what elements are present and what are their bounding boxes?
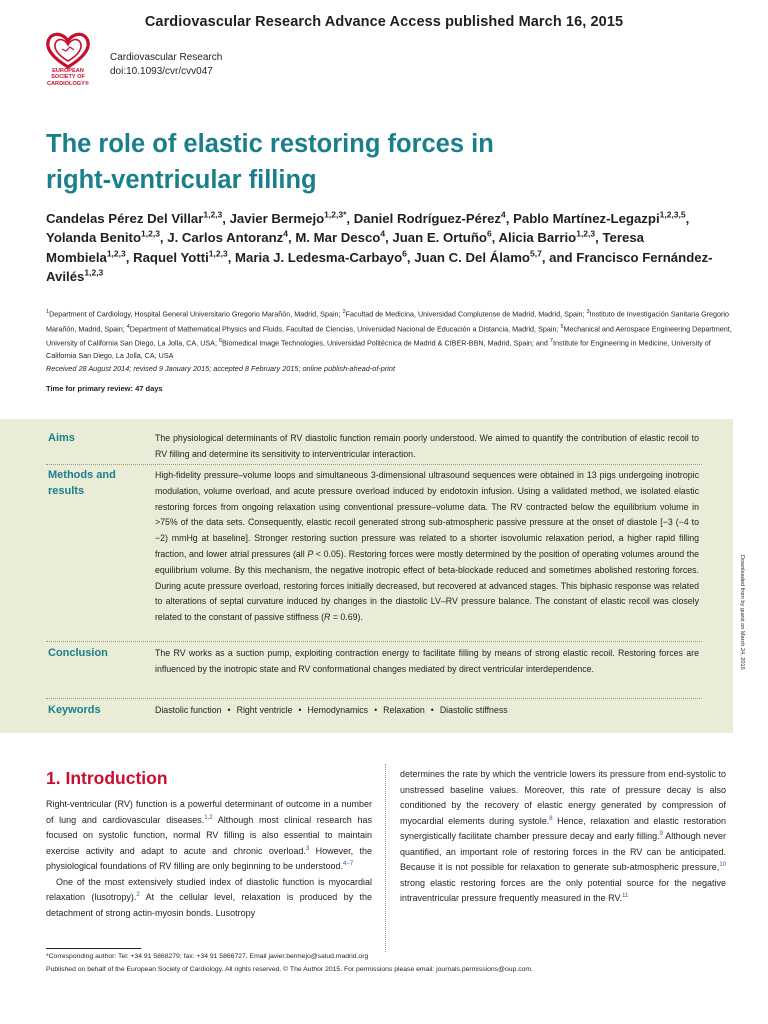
affiliation-marker: 1,2,3* — [324, 209, 347, 220]
title-line: right-ventricular filling — [46, 166, 317, 194]
author-name: Pablo Martínez-Legazpi — [513, 211, 660, 226]
publisher-note: Published on behalf of the European Society of Cardiology. All rights reserved. © The Author 2015. For permissions please email: journals.permissions@oup.com. — [46, 966, 533, 973]
article-title — [46, 126, 686, 198]
keyword-separator: • — [374, 705, 378, 715]
affiliation-marker: 4 — [283, 228, 289, 239]
keyword: Hemodynamics — [307, 705, 369, 715]
keyword: Relaxation — [383, 705, 425, 715]
download-note: Downloaded from by guest on March 24, 2015 — [739, 555, 745, 670]
affiliations — [46, 306, 734, 362]
keyword: Diastolic function — [155, 705, 222, 715]
affiliation-text: Department of Mathematical Physics and Fluids, Facultad de Ciencias, Universidad Nacional de Educación a Distancia, Madrid, Spain; — [129, 323, 561, 333]
intro-right-column — [400, 767, 726, 907]
keyword-separator: • — [430, 705, 434, 715]
logo-text-line: SOCIETY OF — [51, 74, 85, 81]
structured-abstract — [0, 419, 733, 733]
publication-dates: Received 28 August 2014; revised 9 January 2015; accepted 8 February 2015; online publish-ahead-of-print — [46, 364, 395, 373]
affiliation-marker: 1,2,3 — [208, 248, 228, 259]
affiliation-marker: 4 — [501, 209, 506, 220]
affiliation-number: 3 — [586, 309, 590, 315]
author-list: Candelas Pérez Del Villar$^{1,2,3}$, Javier Bermejo$^{1,2,3*}$, Daniel Rodríguez-Pérez$^4$, Pablo Martínez-Legazpi$^{1,2,3,5}$, Yolanda Benito$^{1,2,3}$, J. Carlos Antoranz$^4$, M. Mar Desco$^4$, Juan E. Ortuño$^6$, Alicia Barrio$^{1,2,3}$, Teresa Mombiela$^{1,2,3}$, Raquel Yotti$^{1,2,3}$, Maria J. Ledesma-Carbayo$^6$, Juan C. Del Álamo$^{5,7}$, and Francisco Fernández-Avilés$^{1,2,3}$ — [46, 209, 713, 284]
author-name: Javier Bermejo — [229, 211, 325, 226]
affiliation-text: Instituto de Investigación Sanitaria Gregorio Marañón, Madrid, Spain; — [46, 309, 730, 333]
author-name: Juan E. Ortuño — [392, 230, 487, 246]
affiliation-text: Biomedical Image Technologies, Universidad Politécnica de Madrid & CIBER-BBN, Madrid, Spain; and — [222, 338, 550, 348]
author-name: J. Carlos Antoranz — [167, 230, 284, 246]
affiliation-text: Mechanical and Aerospace Engineering Department, University of California San Diego, La Jolla, CA, USA; — [46, 323, 732, 348]
statistic-symbol: P — [307, 548, 314, 559]
conclusion-label: Conclusion — [48, 647, 108, 659]
affiliation-number: 7 — [549, 338, 553, 345]
keyword-separator: • — [227, 705, 231, 715]
affiliation-marker: 1,2,3 — [203, 209, 223, 220]
author-name: Francisco Fernández-Avilés — [46, 249, 713, 284]
affiliation-number: 5 — [560, 323, 564, 330]
aims-text: The physiological determinants of RV diastolic function remain poorly understood. We aimed to quantify the contribution of elastic recoil to RV filling and determine its sensitivity to interventricular interaction. — [155, 433, 699, 459]
citation-link[interactable]: 8 — [549, 815, 553, 822]
affiliation-text: Institute for Engineering in Medicine, University of California San Diego, La Jolla, CA, USA — [46, 338, 711, 360]
affiliation-number: 6 — [218, 338, 223, 345]
methods-text: High-fidelity pressure–volume loops and simultaneous 3-dimensional ultrasound sequences were obtained in 13 pigs undergoing inotropic modulation, volume overload, and acute pressure overload induced by endotoxin infusion. Using a validated method, we isolated elastic restoring forces from ongoing relaxation using conventional pressure–volume data. The RV contracted below the equilibrium volume in >75% of the data sets. Consequently, elastic recoil generated strong sub-atmospheric passive pressure at the onset of diastole [−3 (−4 to −2) mmHg at baseline]. Stronger restoring suction pressure was related to a shorter isovolumic relaxation period, a higher rapid filling fraction, and lower atrial pressures (all P < 0.05). Restoring forces were mostly determined by the position of operating volumes around the equilibrium volume. By this mechanism, the negative inotropic effect of beta-blockade reduced and sometimes abolished restoring forces. During acute pressure overload, restoring forces initially decreased, but recovered at advanced stages. This biphasic response was related to alterations of septal curvature induced by changes in the diastolic LV–RV pressure balance. The constant of elastic recoil was closely related to the constant of passive stiffness (R = 0.69). — [155, 470, 699, 623]
affiliation-text: Facultad de Medicina, Universidad Complutense de Madrid, Madrid, Spain; — [345, 309, 587, 319]
abstract-divider — [46, 464, 702, 465]
review-time: Time for primary review: 47 days — [46, 384, 163, 393]
statistic-symbol: R — [324, 612, 331, 623]
citation-link[interactable]: 1,2 — [204, 814, 213, 821]
author-name: Yolanda Benito — [46, 230, 142, 246]
citation-link[interactable]: 4−7 — [343, 861, 354, 867]
keyword-separator: • — [298, 705, 302, 715]
citation-link[interactable]: 2 — [136, 892, 140, 898]
keywords-label: Keywords — [48, 704, 101, 716]
author-name: Raquel Yotti — [133, 249, 209, 265]
abstract-divider — [46, 698, 702, 699]
section-heading-introduction: 1. Introduction — [46, 768, 168, 788]
conclusion-text: The RV works as a suction pump, exploiting contraction energy to facilitate filling by means of strong elastic recoil. Restoring forces are influenced by the inotropic state and RV conformational changes mediated by direct ventricular interdependence. — [155, 648, 699, 674]
column-divider — [385, 764, 386, 952]
author-name: Candelas Pérez Del Villar — [46, 211, 204, 226]
affiliation-marker: 1,2,3,5 — [659, 209, 686, 220]
footnote-rule — [46, 948, 141, 949]
author-name: M. Mar Desco — [295, 230, 381, 246]
aims-label: Aims — [48, 432, 75, 444]
paragraph: determines the rate by which the ventricle lowers its pressure from end-systolic to unstressed baseline values. Moreover, this rate of pressure decay is also conditioned by the recovery of elastic energy generated by compression of myocardial elements during systole.$^8$ Hence, relaxation and elastic restoration synergistically facilitate chamber pressure decay and early filling.$^9$ Although never quantified, an important role of restoring forces in the RV can be anticipated. Because it is not possible for relaxation to generate sub-atmospheric pressure,$^{10}$ strong elastic restoring forces are the only potential source for the negative intraventricular pressure frequently measured in the RV.$^{11}$ — [400, 769, 726, 903]
citation-link[interactable]: 9 — [659, 831, 663, 837]
paragraph: One of the most extensively studied index of diastolic function is myocardial relaxation (lusotropy).$^2$ At the cellular level, relaxation is produced by the detachment of strong actin-myosin bonds. Lusotropy — [46, 876, 372, 918]
intro-left-column — [46, 797, 372, 921]
doi-link[interactable]: doi:10.1093/cvr/cvv047 — [110, 66, 213, 77]
author-name: Maria J. Ledesma-Carbayo — [235, 249, 403, 265]
affiliation-number: 1 — [46, 309, 50, 315]
advance-access-banner: Cardiovascular Research Advance Access published March 16, 2015 — [144, 14, 624, 30]
heart-logo-icon — [40, 30, 96, 70]
affiliation-marker: 4 — [380, 228, 386, 239]
affiliation-number: 2 — [342, 309, 346, 315]
affiliation-marker: 1,2,3 — [84, 267, 104, 278]
affiliation-marker: 1,2,3 — [106, 248, 126, 259]
esc-logo-text — [40, 68, 96, 87]
author-name: Daniel Rodríguez-Pérez — [353, 211, 502, 226]
affiliation-marker: 1,2,3 — [576, 228, 596, 239]
logo-text-line: CARDIOLOGY® — [46, 80, 90, 87]
affiliation-marker: 6 — [402, 248, 407, 259]
citation-link[interactable]: 11 — [622, 893, 629, 899]
paragraph: Right-ventricular (RV) function is a powerful determinant of outcome in a number of lung and cardiovascular diseases.$^{1,2}$ Although most clinical research has focused on systolic function, normal RV filling is also essential to maintain exercise activity and adapt to acute and chronic overload.$^3$ However, the physiological foundations of RV filling are only beginning to be understood.$^{4-7}$ — [46, 799, 373, 871]
affiliation-marker: 1,2,3 — [141, 228, 160, 239]
journal-info — [110, 51, 222, 79]
affiliation-marker: 5,7 — [530, 248, 542, 259]
abstract-divider — [46, 641, 702, 642]
author-name: Juan C. Del Álamo — [414, 249, 530, 265]
affiliation-marker: 6 — [486, 228, 492, 239]
author-name: Teresa Mombiela — [46, 230, 644, 265]
keyword: Diastolic stiffness — [439, 705, 508, 715]
corresponding-author-note: *Corresponding author: Tel: +34 91 5868279; fax: +34 91 5866727, Email javier.bermejo@salud.madrid.org — [46, 953, 369, 960]
keywords-list — [155, 703, 699, 719]
affiliation-text: Department of Cardiology, Hospital General Universitario Gregorio Marañón, Madrid, Spain; — [49, 309, 343, 319]
logo-text-line: EUROPEAN — [52, 68, 84, 74]
citation-link[interactable]: 10 — [719, 862, 726, 868]
keyword: Right ventricle — [236, 705, 293, 715]
title-line: The role of elastic restoring forces in — [46, 130, 494, 158]
author-name: Alicia Barrio — [498, 230, 577, 246]
affiliation-number: 4 — [126, 323, 130, 330]
citation-link[interactable]: 3 — [305, 845, 310, 852]
journal-name: Cardiovascular Research — [110, 52, 223, 63]
methods-label: Methods and results — [48, 469, 116, 497]
